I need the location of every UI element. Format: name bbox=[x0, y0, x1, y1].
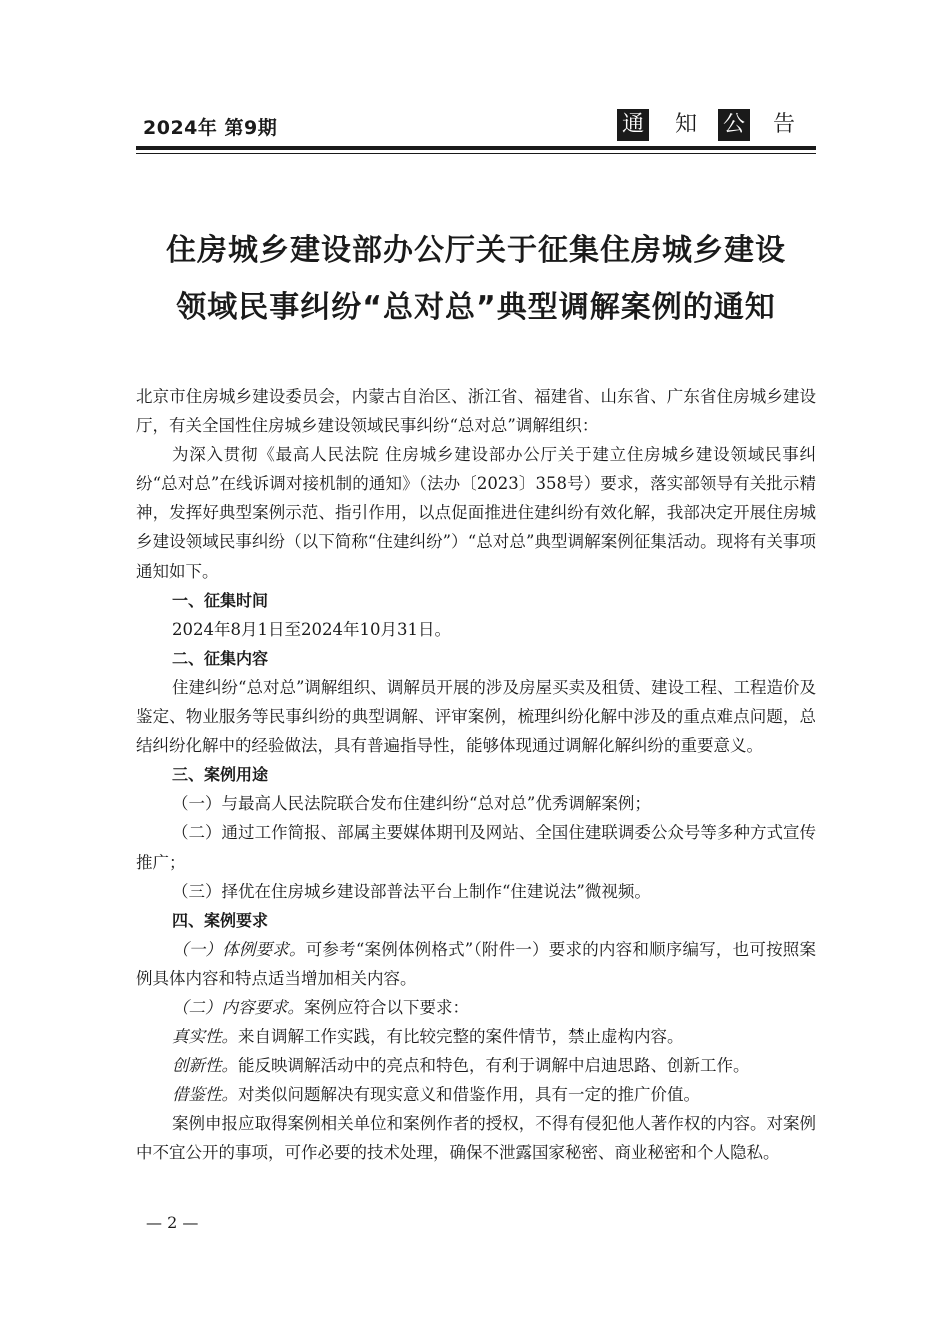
document-body bbox=[136, 382, 816, 1168]
requirement-content-text: 案例应符合以下要求： bbox=[304, 997, 469, 1017]
requirement-content bbox=[136, 993, 816, 1022]
issue-label: 2024年 第9期 bbox=[143, 117, 278, 139]
requirement-format-label: （一）体例要求。 bbox=[172, 939, 306, 959]
section-heading-2: 二、征集内容 bbox=[172, 648, 269, 668]
requirement-reference bbox=[136, 1080, 816, 1109]
addressee: 北京市住房城乡建设委员会，内蒙古自治区、浙江省、福建省、山东省、广东省住房城乡建设厅，有关全国性住房城乡建设领域民事纠纷“总对总”调解组织： bbox=[136, 387, 816, 436]
innovation-label: 创新性。 bbox=[172, 1056, 238, 1076]
section-char-4: 告 bbox=[772, 112, 795, 137]
reference-label: 借鉴性。 bbox=[172, 1085, 238, 1105]
usage-item-1: （一）与最高人民法院联合发布住建纠纷“总对总”优秀调解案例； bbox=[172, 794, 651, 814]
requirement-format bbox=[136, 935, 816, 993]
requirement-content-label: （二）内容要求。 bbox=[172, 997, 304, 1017]
innovation-text: 能反映调解活动中的亮点和特色，有利于调解中启迪思路、创新工作。 bbox=[238, 1056, 750, 1076]
collection-period: 2024年8月1日至2024年10月31日。 bbox=[172, 619, 451, 639]
title-line-1: 住房城乡建设部办公厅关于征集住房城乡建设 bbox=[166, 233, 786, 268]
usage-item-2: （二）通过工作简报、部属主要媒体期刊及网站、全国住建联调委公众号等多种方式宣传推广； bbox=[136, 823, 816, 872]
section-char-1: 通 bbox=[617, 109, 649, 141]
section-char-3: 公 bbox=[718, 109, 750, 141]
authorization-paragraph: 案例申报应取得案例相关单位和案例作者的授权，不得有侵犯他人著作权的内容。对案例中不宜公开的事项，可作必要的技术处理，确保不泄露国家秘密、商业秘密和个人隐私。 bbox=[136, 1114, 816, 1163]
reference-text: 对类似问题解决有现实意义和借鉴作用，具有一定的推广价值。 bbox=[238, 1085, 700, 1105]
requirement-innovation bbox=[136, 1051, 816, 1080]
section-char-2: 知 bbox=[674, 112, 697, 137]
header-rule-thick bbox=[136, 146, 816, 150]
requirement-authenticity bbox=[136, 1022, 816, 1051]
intro-paragraph: 为深入贯彻《最高人民法院 住房城乡建设部办公厅关于建立住房城乡建设领域民事纠纷“总对总”在线诉调对接机制的通知》（法办〔2023〕358号）要求，落实部领导有关批示精神，发挥好典型案例示范、指引作用，以点促面推进住建纠纷有效化解，我部决定开展住房城乡建设领域民事纠纷（以下简称“住建纠纷”）“总对总”典型调解案例征集活动。现将有关事项通知如下。 bbox=[136, 445, 816, 581]
collection-content: 住建纠纷“总对总”调解组织、调解员开展的涉及房屋买卖及租赁、建设工程、工程造价及鉴定、物业服务等民事纠纷的典型调解、评审案例，梳理纠纷化解中涉及的重点难点问题，总结纠纷化解中的经验做法，具有普遍指导性，能够体现通过调解化解纠纷的重要意义。 bbox=[136, 677, 816, 756]
title-line-2: 领域民事纠纷“总对总”典型调解案例的通知 bbox=[176, 290, 776, 325]
header-rule-thin bbox=[136, 153, 816, 154]
page-number: — 2 — bbox=[146, 1213, 199, 1232]
usage-item-3: （三）择优在住房城乡建设部普法平台上制作“住建说法”微视频。 bbox=[172, 881, 651, 901]
section-heading-4: 四、案例要求 bbox=[172, 910, 269, 930]
authenticity-text: 来自调解工作实践，有比较完整的案件情节，禁止虚构内容。 bbox=[238, 1027, 684, 1047]
requirement-format-text: 可参考“案例体例格式”（附件一）要求的内容和顺序编写，也可按照案例具体内容和特点适当增加相关内容。 bbox=[136, 939, 816, 988]
section-heading-1: 一、征集时间 bbox=[172, 590, 269, 610]
authenticity-label: 真实性。 bbox=[172, 1027, 238, 1047]
section-heading-3: 三、案例用途 bbox=[172, 765, 269, 785]
